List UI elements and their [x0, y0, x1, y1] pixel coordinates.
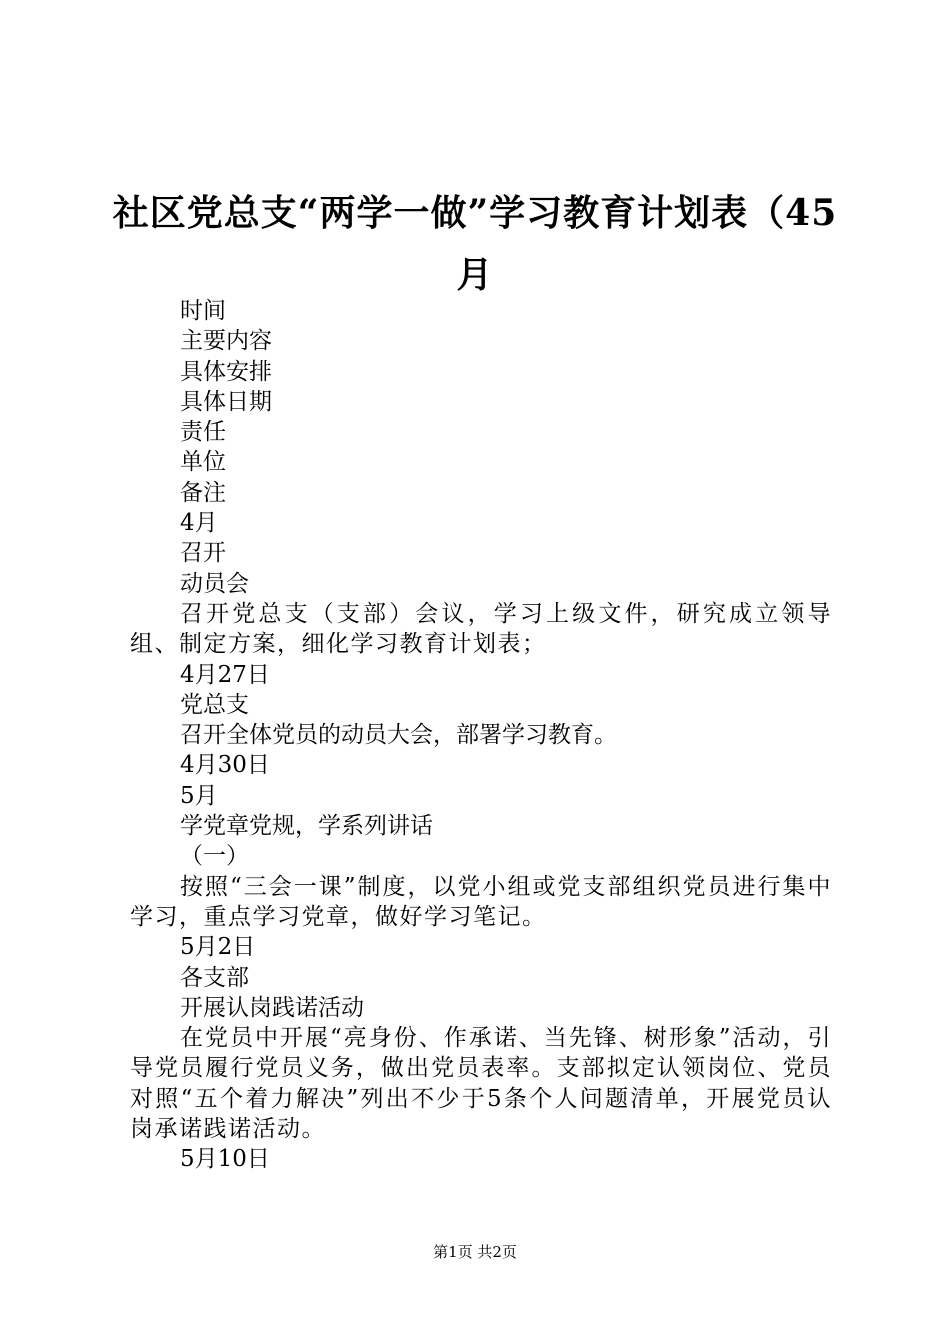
body-line-date-0510: 5月10日	[180, 1146, 270, 1173]
body-paragraph-pledge: 在党员中开展“亮身份、作承诺、当先锋、树形象”活动，引导党员履行党员义务，做出党员表率。支部拟定认领岗位、党员对照“五个着力解决”列出不少于5条个人问题清单，开展党员认岗承诺践诺活动。	[130, 1025, 832, 1143]
body-line-branches: 各支部	[180, 964, 249, 991]
body-line-remarks: 备注	[180, 479, 226, 506]
body-line-mobilization: 动员会	[180, 570, 249, 597]
document-title: 社区党总支“两学一做”学习教育计划表（45月	[112, 192, 838, 296]
body-line-main-content: 主要内容	[180, 328, 272, 355]
body-line-date-header: 具体日期	[180, 388, 272, 415]
body-line-study-topic: 学党章党规，学系列讲话	[180, 813, 433, 840]
body-line-section-one: （一）	[180, 843, 249, 870]
body-line-mobilization-meeting: 召开全体党员的动员大会，部署学习教育。	[180, 722, 617, 749]
body-line-may: 5月	[180, 782, 218, 809]
body-line-unit: 单位	[180, 449, 226, 476]
body-line-convene: 召开	[180, 540, 226, 567]
body-line-pledge-activity: 开展认岗践诺活动	[180, 994, 364, 1021]
body-paragraph-meeting: 召开党总支（支部）会议，学习上级文件，研究成立领导组、制定方案，细化学习教育计划表；	[130, 600, 832, 658]
body-line-date-0430: 4月30日	[180, 752, 270, 779]
body-line-arrangement: 具体安排	[180, 358, 272, 385]
page-footer: 第1页 共2页	[433, 1243, 517, 1261]
body-line-date-0427: 4月27日	[180, 661, 270, 688]
body-line-time: 时间	[180, 298, 226, 324]
body-paragraph-study: 按照“三会一课”制度，以党小组或党支部组织党员进行集中学习，重点学习党章，做好学习笔记。	[130, 873, 832, 930]
body-line-april: 4月	[180, 510, 218, 537]
document-body	[130, 296, 832, 1175]
body-line-responsibility: 责任	[180, 419, 226, 446]
body-line-date-0502: 5月2日	[180, 934, 256, 961]
body-line-party-branch: 党总支	[180, 691, 249, 718]
